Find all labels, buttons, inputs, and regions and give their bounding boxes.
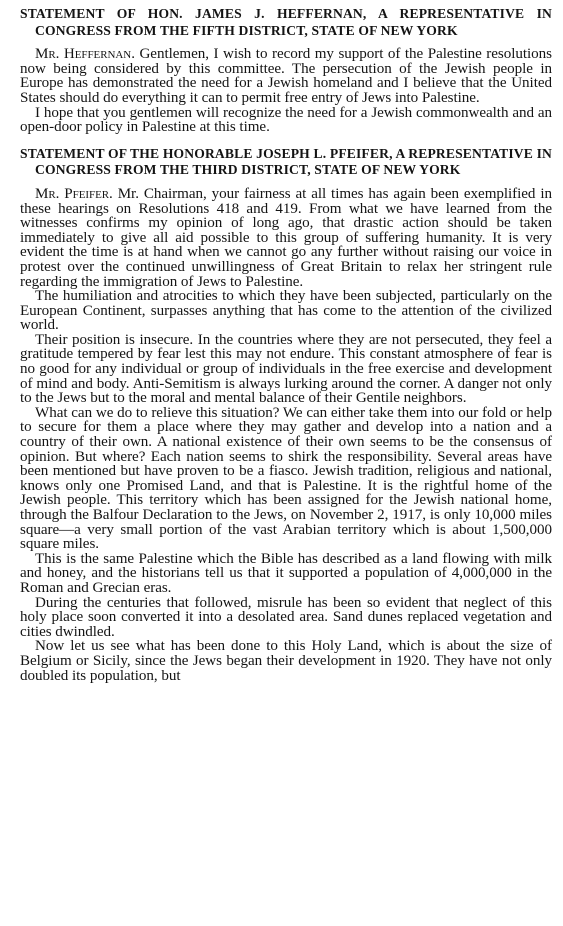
statement-paragraph <box>20 47 552 105</box>
statement-pfeifer <box>20 146 552 683</box>
speaker-name: Mr. Pfeifer. <box>35 185 113 202</box>
statement-paragraph: During the centuries that followed, misrule has been so evident that neglect of this holy place soon converted it into a desolated area. Sand dunes replaced vegetation and cities dwindled. <box>20 594 552 640</box>
statement-paragraph: Their position is insecure. In the countries where they are not persecuted, they feel a gratitude tempered by fear lest this may not endure. This constant atmosphere of fear is no good for any individual or group of individuals in the free exercise and development of mind and body. Anti-Semitism is always lurking around the corner. A danger not only to the Jews but to the moral and mental balance of their Gentile neighbors. <box>20 331 552 407</box>
statement-paragraph: This is the same Palestine which the Bible has described as a land flowing with milk and honey, and the historians tell us that it supported a population of 4,000,000 in the Roman and Grecian eras. <box>20 550 552 596</box>
statement-paragraph: The humiliation and atrocities to which they have been subjected, particularly on the European Continent, surpasses anything that has come to the attention of the civilized world. <box>20 288 552 334</box>
statement-paragraph <box>20 187 552 289</box>
statement-heading: STATEMENT OF THE HONORABLE JOSEPH L. PFEIFER, A REPRESENTATIVE IN CONGRESS FROM THE THIRD DISTRICT, STATE OF NEW YORK <box>20 145 552 178</box>
statement-paragraph: What can we do to relieve this situation? We can either take them into our fold or help to secure for them a place where they may gather and develop into a nation and a country of their own. A national existence of their own seems to be the consensus of opinion. But where? Each nation seems to shirk the responsibility. Several areas have been mentioned but have proven to be a fiasco. Jewish tradition, religious and national, knows only one Promised Land, and that is Palestine. It is the rightful home of the Jewish people. This territory which has been assigned for the Jewish national home, through the Balfour Declaration to the Jews, on November 2, 1917, is only 10,000 miles square—a very small portion of the vast Arabian territory which is about 1,500,000 square miles. <box>20 404 552 553</box>
statement-paragraph: Now let us see what has been done to this Holy Land, which is about the size of Belgium or Sicily, since the Jews began their development in 1920. They have not only doubled its population, but <box>20 638 552 684</box>
statement-heading: STATEMENT OF HON. JAMES J. HEFFERNAN, A REPRESENTATIVE IN CONGRESS FROM THE FIFTH DISTRICT, STATE OF NEW YORK <box>20 6 552 38</box>
statement-paragraph: I hope that you gentlemen will recognize the need for a Jewish commonwealth and an open-door policy in Palestine at this time. <box>20 104 552 136</box>
paragraph-text: Mr. Chairman, your fairness at all times has again been exemplified in these hearings on Resolutions 418 and 419. From what we have learned from the witnesses confirms my opinion of long ago, that drastic action should be taken immediately to give all aid possible to this group of suffering humanity. It is very evident the time is at hand when we cannot go any further without raising our voice in protest over the continued unwillingness of Great Britain to relax her stringent rule regarding the immigration of Jews to Palestine. <box>20 185 552 290</box>
speaker-name: Mr. Heffernan. <box>35 46 135 63</box>
statement-heffernan <box>20 6 552 135</box>
document-page <box>20 6 552 683</box>
section-divider <box>20 135 552 146</box>
paragraph-text: Gentlemen, I wish to record my support of the Palestine resolutions now being considered by this committee. The persecution of the Jewish people in Europe has demonstrated the need for a Jewish homeland and I believe that the United States should do everything it can to permit free entry of Jews into Palestine. <box>20 46 552 106</box>
